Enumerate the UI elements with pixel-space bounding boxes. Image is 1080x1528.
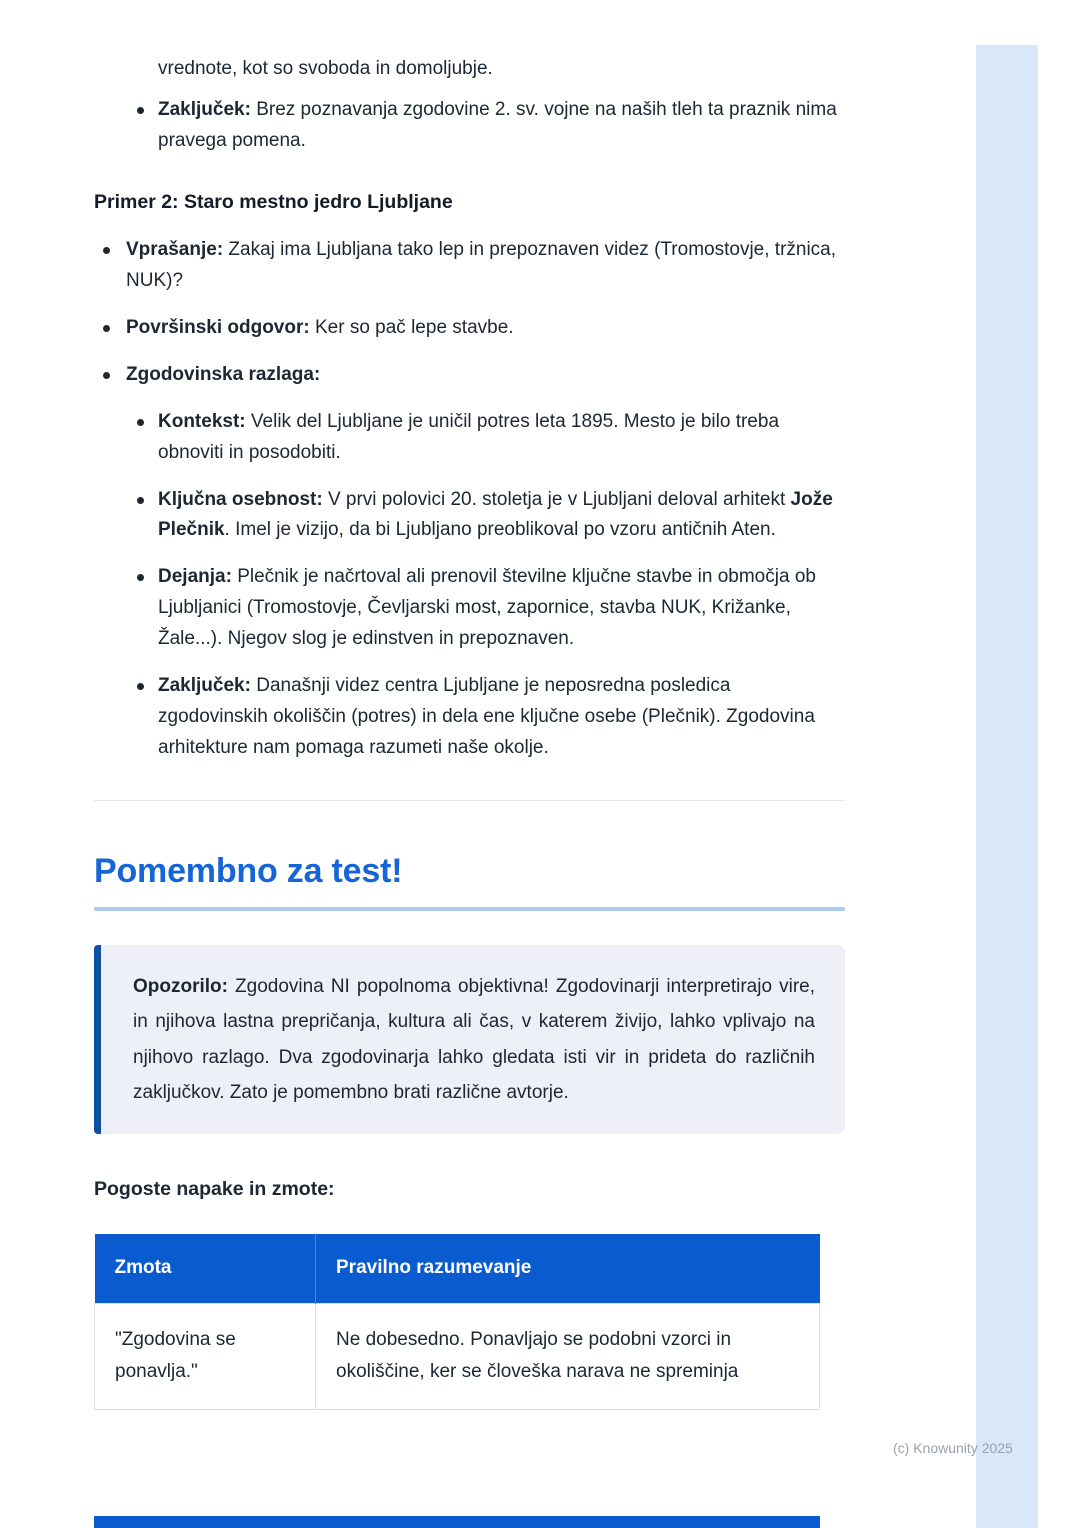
list-item-continuation (94, 54, 845, 85)
item-text: Velik del Ljubljane je uničil potres leta 1895. Mesto je bilo treba obnoviti in posodobiti. (158, 410, 780, 463)
top-bullet-list (94, 54, 845, 157)
table-header-row (95, 1234, 820, 1303)
item-bold-name: Jože Plečnik (158, 488, 833, 541)
item-label: Dejanja: (158, 566, 232, 588)
item-text: Današnji videz centra Ljubljane je neposredna posledica zgodovinskih okoliščin (potres) in dela ene ključne osebe (Plečnik). Zgodovina arhitekture nam pomaga razumeti naše okolje. (158, 675, 815, 759)
item-label: Kontekst: (158, 410, 246, 432)
table-cell-zmota: "Zgodovina se ponavlja." (95, 1304, 316, 1410)
page-margin-strip (976, 45, 1038, 1528)
list-item (94, 313, 845, 344)
list-item (126, 562, 845, 655)
table-row (95, 1304, 820, 1410)
title-underline (94, 907, 845, 911)
item-text: Ker so pač lepe stavbe. (309, 316, 514, 338)
item-label: Zaključek: (158, 675, 251, 697)
mistakes-heading: Pogoste napake in zmote: (94, 1178, 335, 1201)
continuation-text: vrednote, kot so svoboda in domoljubje. (158, 58, 493, 79)
table-header-zmota: Zmota (95, 1234, 316, 1303)
list-item (94, 235, 845, 297)
item-text: V prvi polovici 20. stoletja je v Ljubljani deloval arhitekt (322, 488, 791, 510)
list-item (94, 95, 845, 157)
primer2-bullet-list (94, 235, 845, 765)
section-divider (94, 800, 845, 801)
section-heading-primer2: Primer 2: Staro mestno jedro Ljubljane (94, 190, 453, 213)
callout-label: Opozorilo: (133, 976, 228, 998)
list-item (126, 671, 845, 764)
item-label: Ključna osebnost: (158, 488, 323, 510)
list-item (126, 485, 845, 547)
list-item (126, 407, 845, 469)
item-label: Zaključek: (158, 98, 251, 120)
list-item (94, 360, 845, 765)
callout-text: Zgodovina NI popolnoma objektivna! Zgodovinarji interpretirajo vire, in njihova lastna prepričanja, kultura ali čas, v katerem živijo, lahko vplivajo na njihovo razlago. Dva zgodovinarja lahko gledata isti vir in prideta do različnih zaključkov. Zato je pomembno brati različne avtorje. (133, 976, 815, 1104)
item-text: . Imel je vizijo, da bi Ljubljano preoblikoval po vzoru antičnih Aten. (224, 519, 776, 541)
warning-callout (94, 945, 845, 1134)
item-text: Zakaj ima Ljubljana tako lep in prepoznaven videz (Tromostovje, tržnica, NUK)? (126, 238, 837, 291)
cut-off-table-header-bar (94, 1516, 820, 1528)
item-text: Plečnik je načrtoval ali prenovil številne ključne stavbe in območja ob Ljubljanici (Tromostovje, Čevljarski most, zapornice, stavba NUK, Križanke, Žale...). Njegov slog je edinstven in prepoznaven. (158, 566, 816, 650)
copyright-watermark: (c) Knowunity 2025 (893, 1440, 1013, 1456)
table-header-pravilno: Pravilno razumevanje (316, 1234, 820, 1303)
mistakes-table (94, 1234, 820, 1410)
item-label: Površinski odgovor: (126, 316, 310, 338)
item-label: Vprašanje: (126, 238, 224, 260)
table-cell-pravilno: Ne dobesedno. Ponavljajo se podobni vzorci in okoliščine, ker se človeška narava ne spreminja (316, 1304, 820, 1410)
item-text: Brez poznavanja zgodovine 2. sv. vojne na naših tleh ta praznik nima pravega pomena. (158, 98, 837, 151)
page-title: Pomembno za test! (94, 852, 403, 891)
nested-bullet-list (126, 407, 845, 765)
item-label: Zgodovinska razlaga: (126, 363, 321, 385)
